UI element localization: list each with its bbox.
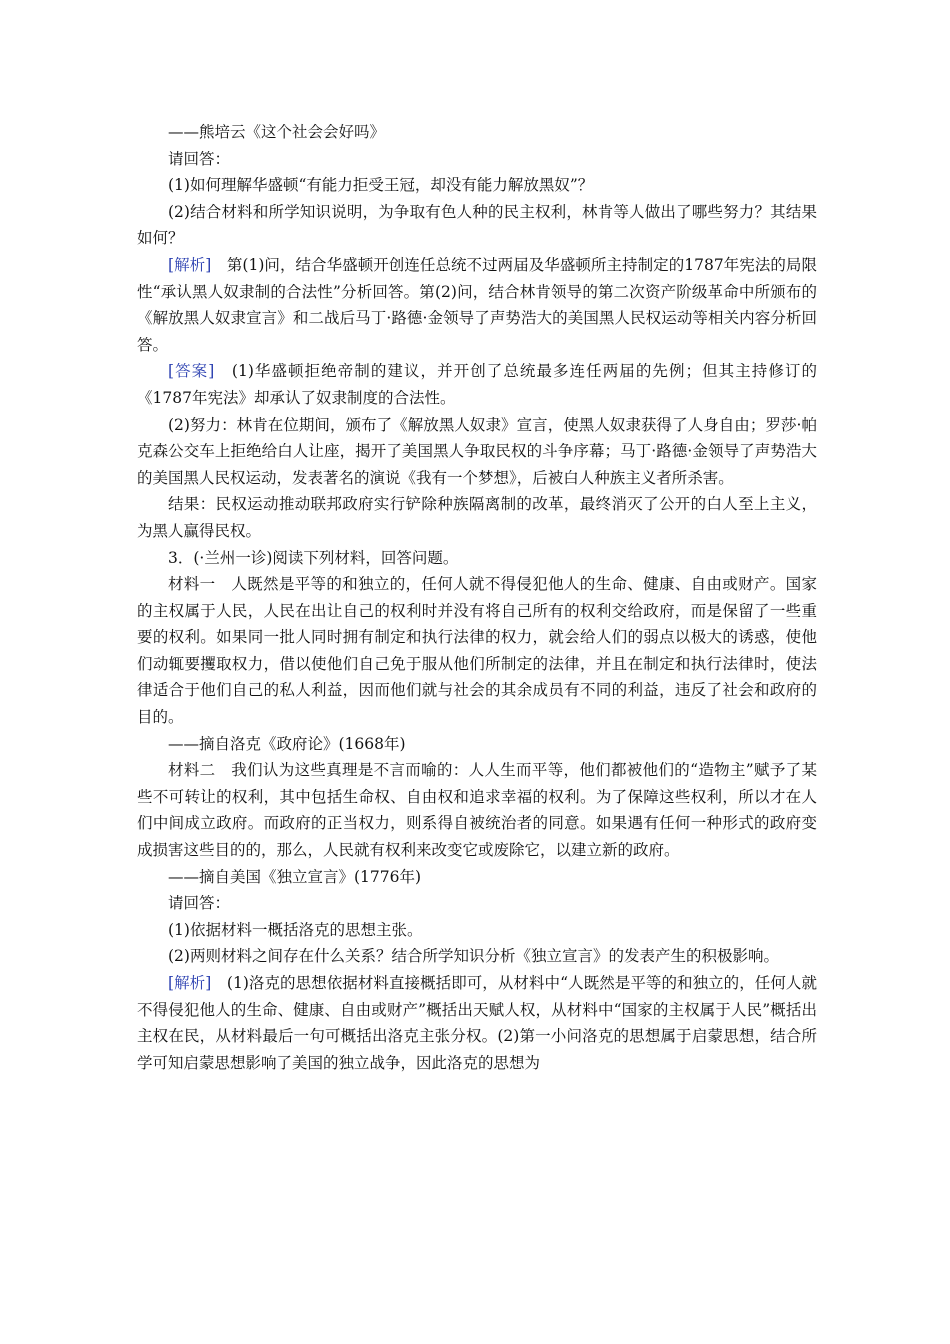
analysis-paragraph xyxy=(137,252,817,358)
question-prompt: 请回答： xyxy=(168,894,231,913)
material-paragraph: 材料二 我们认为这些真理是不言而喻的：人人生而平等，他们都被他们的“造物主”赋予了某些不可转让的权利，其中包括生命权、自由权和追求幸福的权利。为了保障这些权利，所以才在人们中间成立政府。而政府的正当权力，则系得自被统治者的同意。如果遇有任何一种形式的政府变成损害这些目的的，那么，人民就有权利来改变它或废除它，以建立新的政府。 xyxy=(137,761,817,860)
analysis-text: 第(1)问，结合华盛顿开创连任总统不过两届及华盛顿所主持制定的1787年宪法的局限性“承认黑人奴隶制的合法性”分析回答。第(2)问，结合林肯领导的第二次资产阶级革命中所颁布的《解放黑人奴隶宣言》和二战后马丁·路德·金领导了声势浩大的美国黑人民权运动等相关内容分析回答。 xyxy=(137,255,817,354)
question-item: (1)依据材料一概括洛克的思想主张。 xyxy=(168,920,423,939)
source-citation: ——摘自洛克《政府论》(1668年) xyxy=(168,734,406,753)
question-item: (1)如何理解华盛顿“有能力拒受王冠，却没有能力解放黑奴”？ xyxy=(168,176,594,195)
analysis-tag: [解析] xyxy=(168,255,212,274)
answer-paragraph xyxy=(137,358,817,411)
question-heading: 3．(·兰州一诊)阅读下列材料，回答问题。 xyxy=(168,548,459,567)
answer-paragraph: 结果：民权运动推动联邦政府实行铲除种族隔离制的改革，最终消灭了公开的白人至上主义，为黑人赢得民权。 xyxy=(137,495,817,540)
question-item: (2)两则材料之间存在什么关系？结合所学知识分析《独立宣言》的发表产生的积极影响。 xyxy=(168,947,779,966)
analysis-paragraph xyxy=(137,970,817,1076)
question-prompt: 请回答： xyxy=(168,149,231,168)
answer-tag: [答案] xyxy=(168,362,215,381)
source-citation: ——熊培云《这个社会会好吗》 xyxy=(168,123,386,141)
source-citation: ——摘自美国《独立宣言》(1776年) xyxy=(168,867,422,886)
document-page xyxy=(137,119,817,1076)
material-paragraph: 材料一 人既然是平等的和独立的，任何人就不得侵犯他人的生命、健康、自由或财产。国家的主权属于人民，人民在出让自己的权利时并没有将自己所有的权利交给政府，而是保留了一些重要的权利。如果同一批人同时拥有制定和执行法律的权力，就会给人们的弱点以极大的诱惑，使他们动辄要攫取权力，借以使他们自己免于服从他们所制定的法律，并且在制定和执行法律时，使法律适合于他们自己的私人利益，因而他们就与社会的其余成员有不同的利益，违反了社会和政府的目的。 xyxy=(137,575,817,727)
answer-paragraph: (2)努力：林肯在位期间，颁布了《解放黑人奴隶》宣言，使黑人奴隶获得了人身自由；罗莎·帕克森公交车上拒绝给白人让座，揭开了美国黑人争取民权的斗争序幕；马丁·路德·金领导了声势浩大的美国黑人民权运动，发表著名的演说《我有一个梦想》，后被白人种族主义者所杀害。 xyxy=(137,415,817,487)
analysis-tag: [解析] xyxy=(168,974,212,992)
question-item: (2)结合材料和所学知识说明，为争取有色人种的民主权利，林肯等人做出了哪些努力？其结果如何？ xyxy=(137,202,817,248)
analysis-text: (1)洛克的思想依据材料直接概括即可，从材料中“人既然是平等的和独立的，任何人就不得侵犯他人的生命、健康、自由或财产”概括出天赋人权，从材料中“国家的主权属于人民”概括出主权在民，从材料最后一句可概括出洛克主张分权。(2)第一小问洛克的思想属于启蒙思想，结合所学可知启蒙思想影响了美国的独立战争，因此洛克的思想为 xyxy=(137,974,817,1072)
answer-text: (1)华盛顿拒绝帝制的建议，并开创了总统最多连任两届的先例；但其主持修订的《1787年宪法》却承认了奴隶制度的合法性。 xyxy=(137,362,817,407)
